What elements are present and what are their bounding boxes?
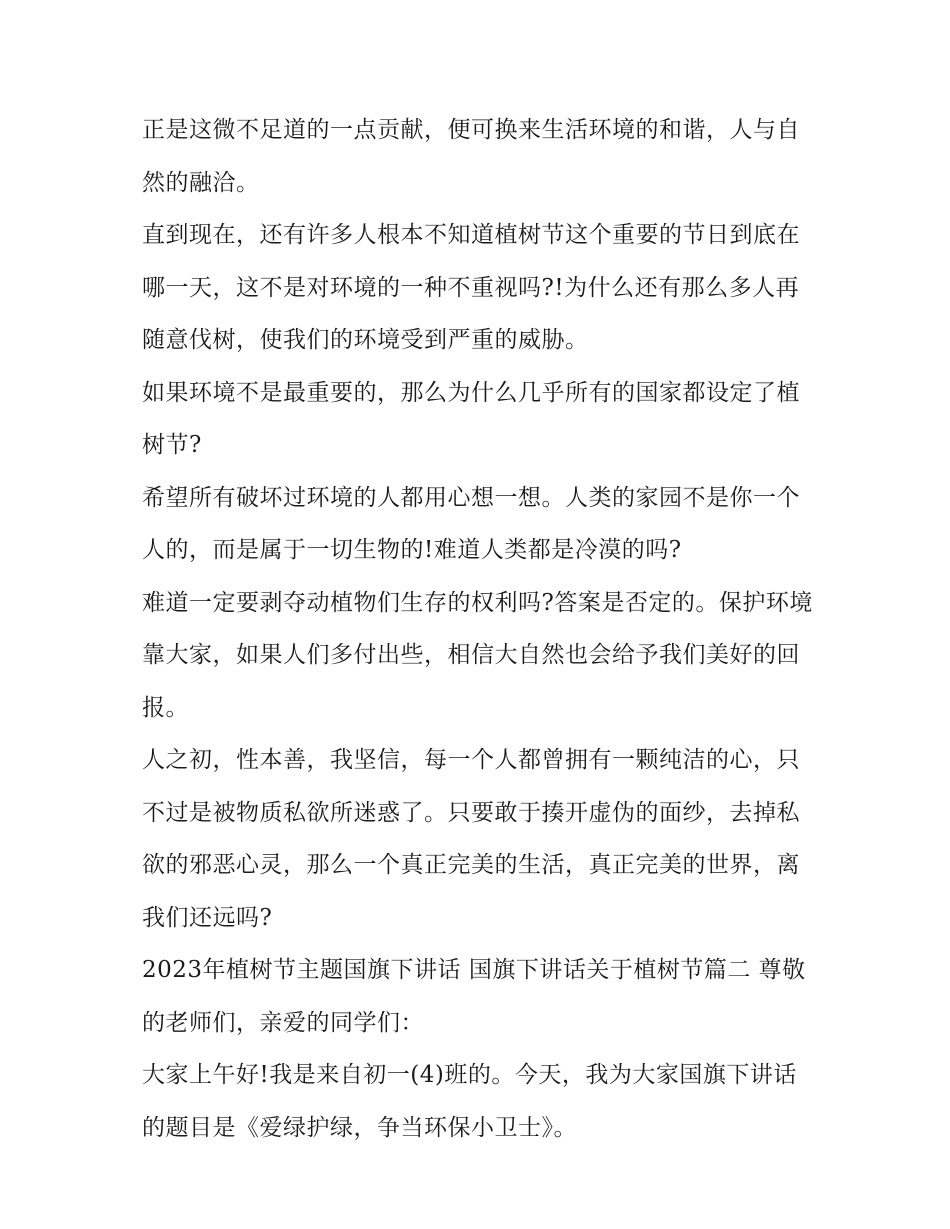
paragraph: 人之初，性本善，我坚信，每一个人都曾拥有一颗纯洁的心，只不过是被物质私欲所迷惑了。只要敢于揍开虚伪的面纱，去掉私欲的邪恶心灵，那么一个真正完美的生活，真正完美的世界，离我们还远吗? [142, 747, 800, 931]
paragraph: 2023年植树节主题国旗下讲话 国旗下讲话关于植树节篇二 尊敬的老师们，亲爱的同学们： [142, 957, 806, 1036]
paragraph: 正是这微不足道的一点贡献，便可换来生活环境的和谐，人与自然的融洽。 [142, 117, 800, 196]
paragraph: 如果环境不是最重要的，那么为什么几乎所有的国家都设定了植树节? [142, 379, 800, 458]
paragraph: 难道一定要剥夺动植物们生存的权利吗?答案是否定的。保护环境靠大家，如果人们多付出些，相信大自然也会给予我们美好的回报。 [142, 589, 813, 721]
paragraph: 直到现在，还有许多人根本不知道植树节这个重要的节日到底在哪一天，这不是对环境的一种不重视吗?!为什么还有那么多人再随意伐树，使我们的环境受到严重的威胁。 [142, 222, 800, 353]
paragraph: 希望所有破坏过环境的人都用心想一想。人类的家园不是你一个人的，而是属于一切生物的!难道人类都是冷漠的吗? [142, 484, 800, 563]
paragraph: 大家上午好!我是来自初一(4)班的。今天，我为大家国旗下讲话的题目是《爱绿护绿，争当环保小卫士》。 [142, 1062, 797, 1141]
document-body [142, 104, 814, 1154]
